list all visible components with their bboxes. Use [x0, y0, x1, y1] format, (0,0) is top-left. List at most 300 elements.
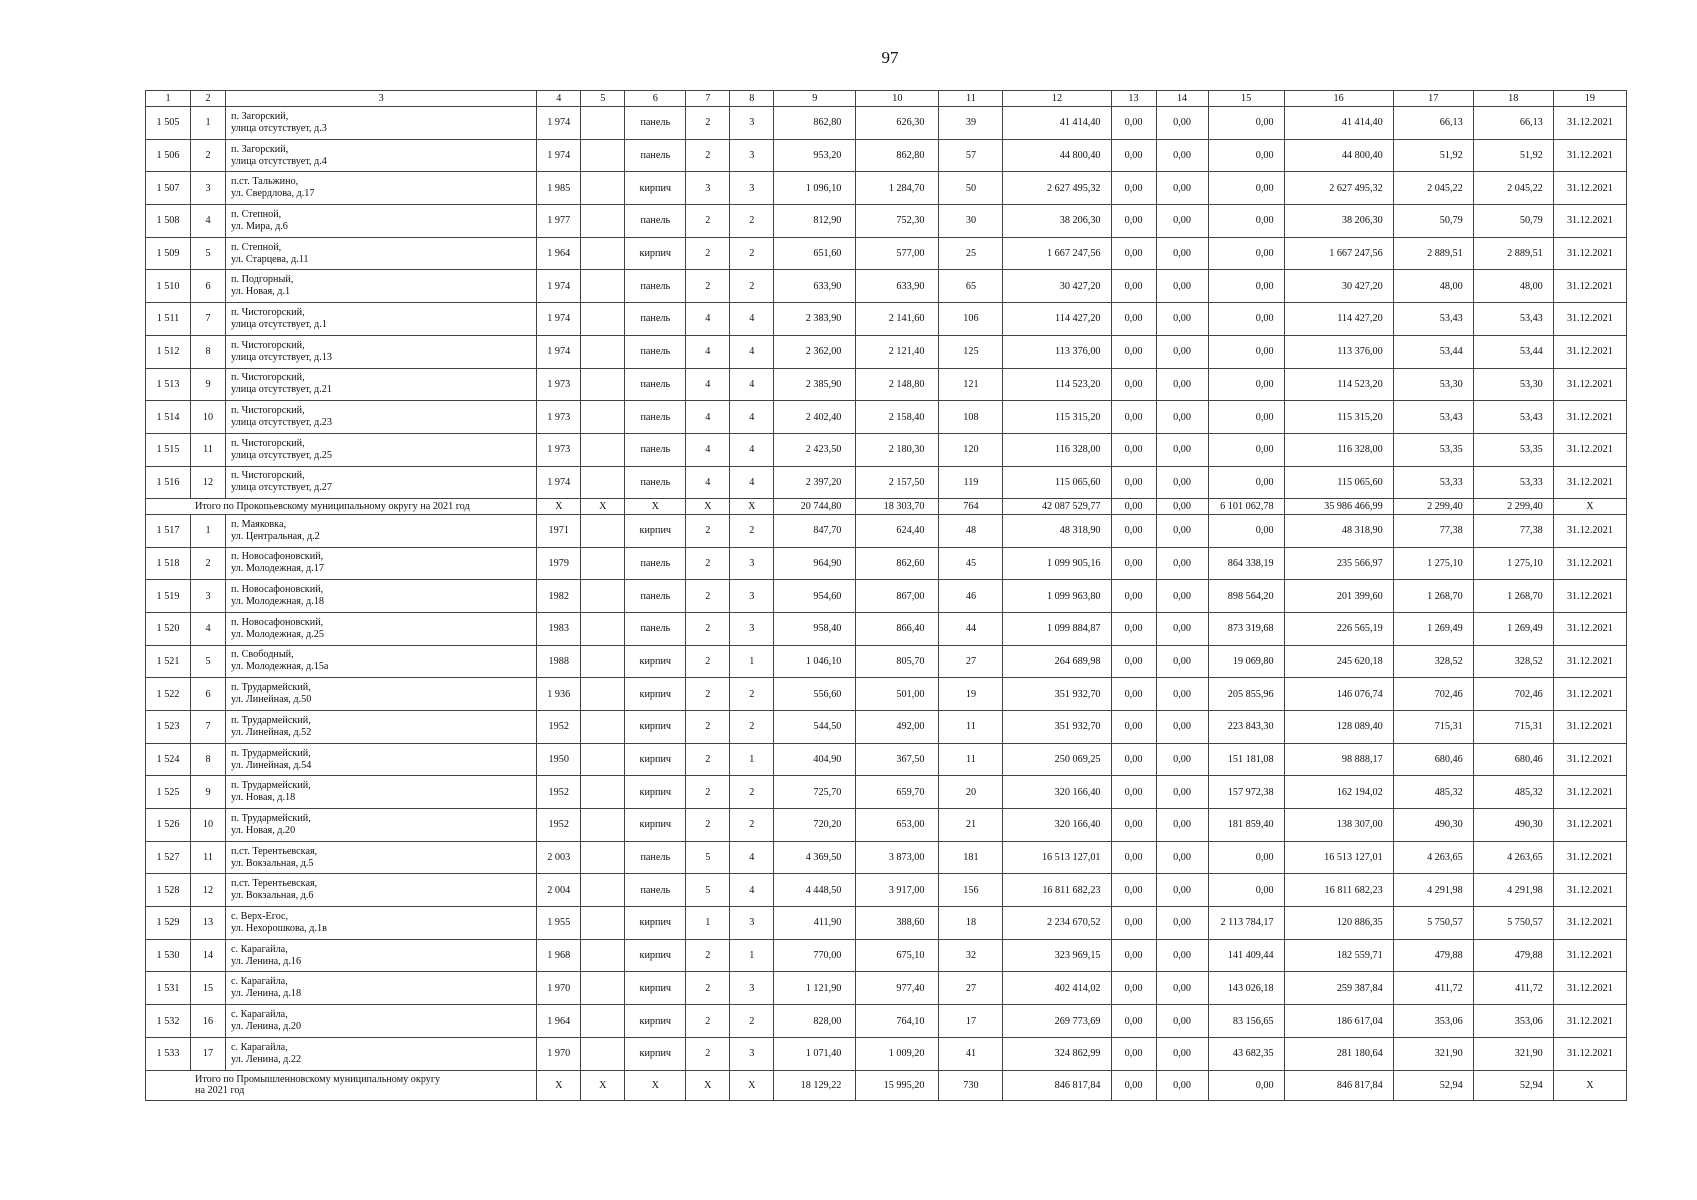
address-cell — [226, 107, 537, 140]
wall-material-cell: панель — [625, 547, 686, 580]
row-index-cell: 7 — [191, 710, 226, 743]
column-5-cell — [581, 433, 625, 466]
entrances-cell: 4 — [730, 335, 774, 368]
table-row — [146, 270, 1627, 303]
year-cell: 1 964 — [537, 1005, 581, 1038]
total-area-cell: 2 423,50 — [774, 433, 856, 466]
living-area-cell: 752,30 — [856, 205, 939, 238]
total-cost-cell: 351 932,70 — [1003, 678, 1111, 711]
total-area-cell: 2 385,90 — [774, 368, 856, 401]
owners-cell: 41 414,40 — [1284, 107, 1393, 140]
total-cost-cell: 115 065,60 — [1003, 466, 1111, 499]
total-cost-cell: 2 627 495,32 — [1003, 172, 1111, 205]
address-locality: п. Новосафоновский, — [231, 551, 324, 563]
total-cost-cell: 250 069,25 — [1003, 743, 1111, 776]
total-cost-cell: 113 376,00 — [1003, 335, 1111, 368]
floors-cell: 2 — [686, 743, 730, 776]
max-cost-cell: 485,32 — [1473, 776, 1553, 809]
table-row — [146, 466, 1627, 499]
local-budget-cell: 157 972,38 — [1208, 776, 1284, 809]
max-cost-cell: 53,35 — [1473, 433, 1553, 466]
specific-cost-cell: 53,30 — [1393, 368, 1473, 401]
specific-cost-cell: 2 889,51 — [1393, 237, 1473, 270]
column-5-cell — [581, 972, 625, 1005]
fund-cell: 0,00 — [1111, 514, 1156, 547]
budget-cell: 0,00 — [1156, 972, 1208, 1005]
address-cell — [226, 776, 537, 809]
floors-cell: 2 — [686, 678, 730, 711]
row-id-cell: 1 532 — [146, 1005, 191, 1038]
row-id-cell: 1 513 — [146, 368, 191, 401]
year-cell: 1 973 — [537, 401, 581, 434]
living-area-cell: 805,70 — [856, 645, 939, 678]
local-budget-cell: 873 319,68 — [1208, 612, 1284, 645]
column-number-row — [146, 91, 1627, 107]
address-street: ул. Новая, д.1 — [231, 286, 291, 298]
local-budget-cell: 0,00 — [1208, 303, 1284, 336]
entrances-cell: 1 — [730, 743, 774, 776]
local-budget-cell: 181 859,40 — [1208, 809, 1284, 842]
row-id-cell: 1 526 — [146, 809, 191, 842]
address-locality: п. Трудармейский, — [231, 780, 311, 792]
address-street: улица отсутствует, д.21 — [231, 384, 332, 396]
address-cell — [226, 514, 537, 547]
address-street: ул. Нехорошкова, д.1в — [231, 922, 327, 934]
wall-material-cell: панель — [625, 466, 686, 499]
local-budget-cell: 0,00 — [1208, 514, 1284, 547]
local-budget-cell: 0,00 — [1208, 401, 1284, 434]
row-id-cell: 1 533 — [146, 1037, 191, 1070]
local-budget-cell: 205 855,96 — [1208, 678, 1284, 711]
total-cost-cell: 38 206,30 — [1003, 205, 1111, 238]
wall-material-cell: панель — [625, 139, 686, 172]
local-budget-cell: 0,00 — [1208, 874, 1284, 907]
address-locality: п. Чистогорский, — [231, 306, 305, 318]
address-street: ул. Ленина, д.18 — [231, 988, 302, 1000]
table-row — [146, 809, 1627, 842]
year-cell: 2 003 — [537, 841, 581, 874]
wall-material-cell: кирпич — [625, 514, 686, 547]
address-cell — [226, 1005, 537, 1038]
address-locality: п. Маяковка, — [231, 518, 287, 530]
wall-material-cell: кирпич — [625, 710, 686, 743]
fund-cell: 0,00 — [1111, 368, 1156, 401]
residents-cell: 30 — [939, 205, 1003, 238]
living-area-cell: 492,00 — [856, 710, 939, 743]
floors-cell: 2 — [686, 514, 730, 547]
fund-cell: 0,00 — [1111, 678, 1156, 711]
fund-cell: 0,00 — [1111, 645, 1156, 678]
owners-cell: 201 399,60 — [1284, 580, 1393, 613]
total-area-cell: 633,90 — [774, 270, 856, 303]
deadline-cell: 31.12.2021 — [1553, 939, 1626, 972]
fund-cell: 0,00 — [1111, 172, 1156, 205]
total-x-cell: Х — [581, 499, 625, 515]
budget-cell: 0,00 — [1156, 678, 1208, 711]
fund-cell: 0,00 — [1111, 612, 1156, 645]
row-index-cell: 3 — [191, 172, 226, 205]
total-cost-cell: 2 234 670,52 — [1003, 907, 1111, 940]
floors-cell: 2 — [686, 612, 730, 645]
total-area-cell: 651,60 — [774, 237, 856, 270]
floors-cell: 2 — [686, 809, 730, 842]
max-cost-cell: 1 268,70 — [1473, 580, 1553, 613]
floors-cell: 2 — [686, 776, 730, 809]
column-5-cell — [581, 401, 625, 434]
local-budget-cell: 0,00 — [1208, 270, 1284, 303]
total-area-cell: 1 071,40 — [774, 1037, 856, 1070]
local-budget-cell: 864 338,19 — [1208, 547, 1284, 580]
total-cost-cell: 320 166,40 — [1003, 809, 1111, 842]
address-locality: п.ст. Терентьевская, — [231, 878, 318, 890]
year-cell: 1 970 — [537, 1037, 581, 1070]
local-budget-cell: 19 069,80 — [1208, 645, 1284, 678]
local-budget-cell: 0,00 — [1208, 335, 1284, 368]
owners-cell: 281 180,64 — [1284, 1037, 1393, 1070]
address-cell — [226, 335, 537, 368]
row-id-cell: 1 516 — [146, 466, 191, 499]
max-cost-cell: 53,43 — [1473, 401, 1553, 434]
entrances-cell: 4 — [730, 466, 774, 499]
total-cost-cell: 30 427,20 — [1003, 270, 1111, 303]
owners-cell: 235 566,97 — [1284, 547, 1393, 580]
total-area-cell: 2 362,00 — [774, 335, 856, 368]
wall-material-cell: панель — [625, 270, 686, 303]
max-cost-cell: 53,30 — [1473, 368, 1553, 401]
column-5-cell — [581, 874, 625, 907]
fund-cell: 0,00 — [1111, 809, 1156, 842]
row-id-cell: 1 525 — [146, 776, 191, 809]
total-cost-cell: 48 318,90 — [1003, 514, 1111, 547]
address-cell — [226, 303, 537, 336]
fund-cell: 0,00 — [1111, 270, 1156, 303]
column-5-cell — [581, 580, 625, 613]
total-area-cell: 544,50 — [774, 710, 856, 743]
entrances-cell: 4 — [730, 874, 774, 907]
total-area-cell: 862,80 — [774, 107, 856, 140]
address-locality: п. Трудармейский, — [231, 747, 311, 759]
deadline-cell: 31.12.2021 — [1553, 303, 1626, 336]
total-specific-cost-cell: 52,94 — [1393, 1070, 1473, 1100]
deadline-cell: 31.12.2021 — [1553, 1005, 1626, 1038]
specific-cost-cell: 51,92 — [1393, 139, 1473, 172]
total-cost-cell: 16 811 682,23 — [1003, 874, 1111, 907]
residents-cell: 11 — [939, 743, 1003, 776]
total-cost-cell: 44 800,40 — [1003, 139, 1111, 172]
entrances-cell: 3 — [730, 107, 774, 140]
year-cell: 1 985 — [537, 172, 581, 205]
wall-material-cell: панель — [625, 303, 686, 336]
total-living-area-cell: 18 303,70 — [856, 499, 939, 515]
deadline-cell: 31.12.2021 — [1553, 401, 1626, 434]
total-area-cell: 828,00 — [774, 1005, 856, 1038]
specific-cost-cell: 321,90 — [1393, 1037, 1473, 1070]
specific-cost-cell: 77,38 — [1393, 514, 1473, 547]
total-area-cell: 770,00 — [774, 939, 856, 972]
address-locality: п. Степной, — [231, 241, 282, 253]
total-cost-cell: 116 328,00 — [1003, 433, 1111, 466]
total-area-cell: 847,70 — [774, 514, 856, 547]
entrances-cell: 3 — [730, 580, 774, 613]
row-id-cell: 1 531 — [146, 972, 191, 1005]
budget-cell: 0,00 — [1156, 743, 1208, 776]
address-street: ул. Вокзальная, д.6 — [231, 890, 314, 902]
column-5-cell — [581, 237, 625, 270]
address-street: улица отсутствует, д.13 — [231, 351, 332, 363]
total-area-cell: 4 448,50 — [774, 874, 856, 907]
living-area-cell: 2 148,80 — [856, 368, 939, 401]
row-id-cell: 1 505 — [146, 107, 191, 140]
total-area-cell: 411,90 — [774, 907, 856, 940]
budget-cell: 0,00 — [1156, 907, 1208, 940]
budget-cell: 0,00 — [1156, 547, 1208, 580]
row-index-cell: 17 — [191, 1037, 226, 1070]
owners-cell: 138 307,00 — [1284, 809, 1393, 842]
living-area-cell: 626,30 — [856, 107, 939, 140]
entrances-cell: 4 — [730, 433, 774, 466]
total-x-cell: Х — [537, 1070, 581, 1100]
max-cost-cell: 48,00 — [1473, 270, 1553, 303]
fund-cell: 0,00 — [1111, 1037, 1156, 1070]
fund-cell: 0,00 — [1111, 401, 1156, 434]
entrances-cell: 3 — [730, 139, 774, 172]
fund-cell: 0,00 — [1111, 237, 1156, 270]
total-label-line: Итого по Промышленновскому муниципальному округу — [195, 1074, 441, 1086]
address-cell — [226, 972, 537, 1005]
budget-cell: 0,00 — [1156, 939, 1208, 972]
address-locality: п.ст. Тальжино, — [231, 176, 299, 188]
budget-cell: 0,00 — [1156, 514, 1208, 547]
specific-cost-cell: 53,43 — [1393, 401, 1473, 434]
row-index-cell: 4 — [191, 612, 226, 645]
budget-cell: 0,00 — [1156, 270, 1208, 303]
owners-cell: 259 387,84 — [1284, 972, 1393, 1005]
local-budget-cell: 83 156,65 — [1208, 1005, 1284, 1038]
entrances-cell: 1 — [730, 939, 774, 972]
total-cost-cell: 1 099 884,87 — [1003, 612, 1111, 645]
row-id-cell: 1 523 — [146, 710, 191, 743]
table-row — [146, 433, 1627, 466]
residents-cell: 44 — [939, 612, 1003, 645]
local-budget-cell: 151 181,08 — [1208, 743, 1284, 776]
floors-cell: 4 — [686, 335, 730, 368]
table-body — [146, 91, 1627, 1101]
year-cell: 1979 — [537, 547, 581, 580]
deadline-cell: 31.12.2021 — [1553, 874, 1626, 907]
address-street: ул. Молодежная, д.15а — [231, 661, 329, 673]
specific-cost-cell: 490,30 — [1393, 809, 1473, 842]
deadline-cell: 31.12.2021 — [1553, 776, 1626, 809]
max-cost-cell: 53,43 — [1473, 303, 1553, 336]
fund-cell: 0,00 — [1111, 335, 1156, 368]
row-index-cell: 11 — [191, 841, 226, 874]
column-number-17: 17 — [1393, 91, 1473, 107]
deadline-cell: 31.12.2021 — [1553, 433, 1626, 466]
address-locality: с. Карагайла, — [231, 943, 288, 955]
budget-cell: 0,00 — [1156, 237, 1208, 270]
address-cell — [226, 139, 537, 172]
address-street: ул. Ленина, д.20 — [231, 1021, 302, 1032]
max-cost-cell: 490,30 — [1473, 809, 1553, 842]
deadline-cell: 31.12.2021 — [1553, 547, 1626, 580]
table-row — [146, 776, 1627, 809]
living-area-cell: 1 284,70 — [856, 172, 939, 205]
total-cost-cell: 41 414,40 — [1003, 107, 1111, 140]
deadline-cell: 31.12.2021 — [1553, 172, 1626, 205]
row-id-cell: 1 506 — [146, 139, 191, 172]
fund-cell: 0,00 — [1111, 303, 1156, 336]
specific-cost-cell: 353,06 — [1393, 1005, 1473, 1038]
column-5-cell — [581, 514, 625, 547]
local-budget-cell: 0,00 — [1208, 172, 1284, 205]
living-area-cell: 867,00 — [856, 580, 939, 613]
specific-cost-cell: 5 750,57 — [1393, 907, 1473, 940]
address-street: ул. Ленина, д.16 — [231, 955, 302, 967]
column-5-cell — [581, 907, 625, 940]
table-row — [146, 172, 1627, 205]
address-street: улица отсутствует, д.25 — [231, 449, 332, 461]
column-number-5: 5 — [581, 91, 625, 107]
year-cell: 1 968 — [537, 939, 581, 972]
table-row — [146, 972, 1627, 1005]
total-budget-cell: 0,00 — [1156, 1070, 1208, 1100]
floors-cell: 2 — [686, 939, 730, 972]
living-area-cell: 2 158,40 — [856, 401, 939, 434]
owners-cell: 2 627 495,32 — [1284, 172, 1393, 205]
table-row — [146, 1037, 1627, 1070]
year-cell: 1 974 — [537, 335, 581, 368]
residents-cell: 27 — [939, 645, 1003, 678]
owners-cell: 30 427,20 — [1284, 270, 1393, 303]
max-cost-cell: 1 269,49 — [1473, 612, 1553, 645]
residents-cell: 48 — [939, 514, 1003, 547]
row-index-cell: 14 — [191, 939, 226, 972]
specific-cost-cell: 715,31 — [1393, 710, 1473, 743]
column-number-8: 8 — [730, 91, 774, 107]
row-id-cell: 1 527 — [146, 841, 191, 874]
row-id-cell: 1 521 — [146, 645, 191, 678]
local-budget-cell: 0,00 — [1208, 466, 1284, 499]
year-cell: 1 974 — [537, 303, 581, 336]
residents-cell: 57 — [939, 139, 1003, 172]
living-area-cell: 624,40 — [856, 514, 939, 547]
row-index-cell: 6 — [191, 270, 226, 303]
max-cost-cell: 53,33 — [1473, 466, 1553, 499]
budget-cell: 0,00 — [1156, 107, 1208, 140]
table-row — [146, 205, 1627, 238]
year-cell: 1 973 — [537, 433, 581, 466]
max-cost-cell: 479,88 — [1473, 939, 1553, 972]
living-area-cell: 866,40 — [856, 612, 939, 645]
floors-cell: 2 — [686, 1005, 730, 1038]
row-id-cell: 1 522 — [146, 678, 191, 711]
year-cell: 1971 — [537, 514, 581, 547]
living-area-cell: 367,50 — [856, 743, 939, 776]
total-label-line: на 2021 год — [195, 1085, 245, 1097]
address-locality: п.ст. Терентьевская, — [231, 845, 318, 857]
year-cell: 1 974 — [537, 107, 581, 140]
local-budget-cell: 0,00 — [1208, 205, 1284, 238]
fund-cell: 0,00 — [1111, 907, 1156, 940]
year-cell: 1983 — [537, 612, 581, 645]
address-locality: п. Чистогорский, — [231, 437, 305, 449]
address-locality: с. Карагайла, — [231, 976, 288, 988]
row-id-cell: 1 511 — [146, 303, 191, 336]
living-area-cell: 577,00 — [856, 237, 939, 270]
address-locality: п. Чистогорский, — [231, 339, 305, 351]
row-id-cell: 1 529 — [146, 907, 191, 940]
column-5-cell — [581, 645, 625, 678]
deadline-cell: 31.12.2021 — [1553, 710, 1626, 743]
owners-cell: 16 811 682,23 — [1284, 874, 1393, 907]
specific-cost-cell: 53,43 — [1393, 303, 1473, 336]
living-area-cell: 2 180,30 — [856, 433, 939, 466]
row-index-cell: 4 — [191, 205, 226, 238]
owners-cell: 16 513 127,01 — [1284, 841, 1393, 874]
column-5-cell — [581, 466, 625, 499]
floors-cell: 2 — [686, 205, 730, 238]
address-street: улица отсутствует, д.23 — [231, 417, 332, 429]
max-cost-cell: 321,90 — [1473, 1037, 1553, 1070]
year-cell: 1952 — [537, 809, 581, 842]
year-cell: 1 970 — [537, 972, 581, 1005]
residents-cell: 11 — [939, 710, 1003, 743]
max-cost-cell: 411,72 — [1473, 972, 1553, 1005]
row-index-cell: 1 — [191, 107, 226, 140]
row-id-cell: 1 520 — [146, 612, 191, 645]
housing-registry-table — [145, 90, 1627, 1101]
address-cell — [226, 368, 537, 401]
total-cost-cell: 269 773,69 — [1003, 1005, 1111, 1038]
table-row — [146, 874, 1627, 907]
total-area-cell: 953,20 — [774, 139, 856, 172]
total-area-cell: 812,90 — [774, 205, 856, 238]
floors-cell: 4 — [686, 466, 730, 499]
total-area-cell: 964,90 — [774, 547, 856, 580]
deadline-cell: 31.12.2021 — [1553, 205, 1626, 238]
column-number-14: 14 — [1156, 91, 1208, 107]
max-cost-cell: 1 275,10 — [1473, 547, 1553, 580]
column-5-cell — [581, 841, 625, 874]
table-row — [146, 139, 1627, 172]
total-residents-cell: 730 — [939, 1070, 1003, 1100]
entrances-cell: 2 — [730, 514, 774, 547]
living-area-cell: 764,10 — [856, 1005, 939, 1038]
year-cell: 1 964 — [537, 237, 581, 270]
deadline-cell: 31.12.2021 — [1553, 678, 1626, 711]
total-residents-cell: 764 — [939, 499, 1003, 515]
residents-cell: 39 — [939, 107, 1003, 140]
total-x-cell: Х — [625, 1070, 686, 1100]
residents-cell: 50 — [939, 172, 1003, 205]
column-5-cell — [581, 776, 625, 809]
address-cell — [226, 237, 537, 270]
deadline-cell: 31.12.2021 — [1553, 270, 1626, 303]
address-locality: п. Загорский, — [231, 143, 289, 155]
owners-cell: 38 206,30 — [1284, 205, 1393, 238]
specific-cost-cell: 53,44 — [1393, 335, 1473, 368]
total-cost-cell: 1 099 905,16 — [1003, 547, 1111, 580]
total-area-cell: 4 369,50 — [774, 841, 856, 874]
owners-cell: 115 065,60 — [1284, 466, 1393, 499]
owners-cell: 120 886,35 — [1284, 907, 1393, 940]
living-area-cell: 2 141,60 — [856, 303, 939, 336]
address-street: ул. Молодежная, д.17 — [231, 563, 324, 575]
floors-cell: 2 — [686, 270, 730, 303]
entrances-cell: 3 — [730, 547, 774, 580]
address-locality: п. Трудармейский, — [231, 812, 311, 824]
row-id-cell: 1 512 — [146, 335, 191, 368]
